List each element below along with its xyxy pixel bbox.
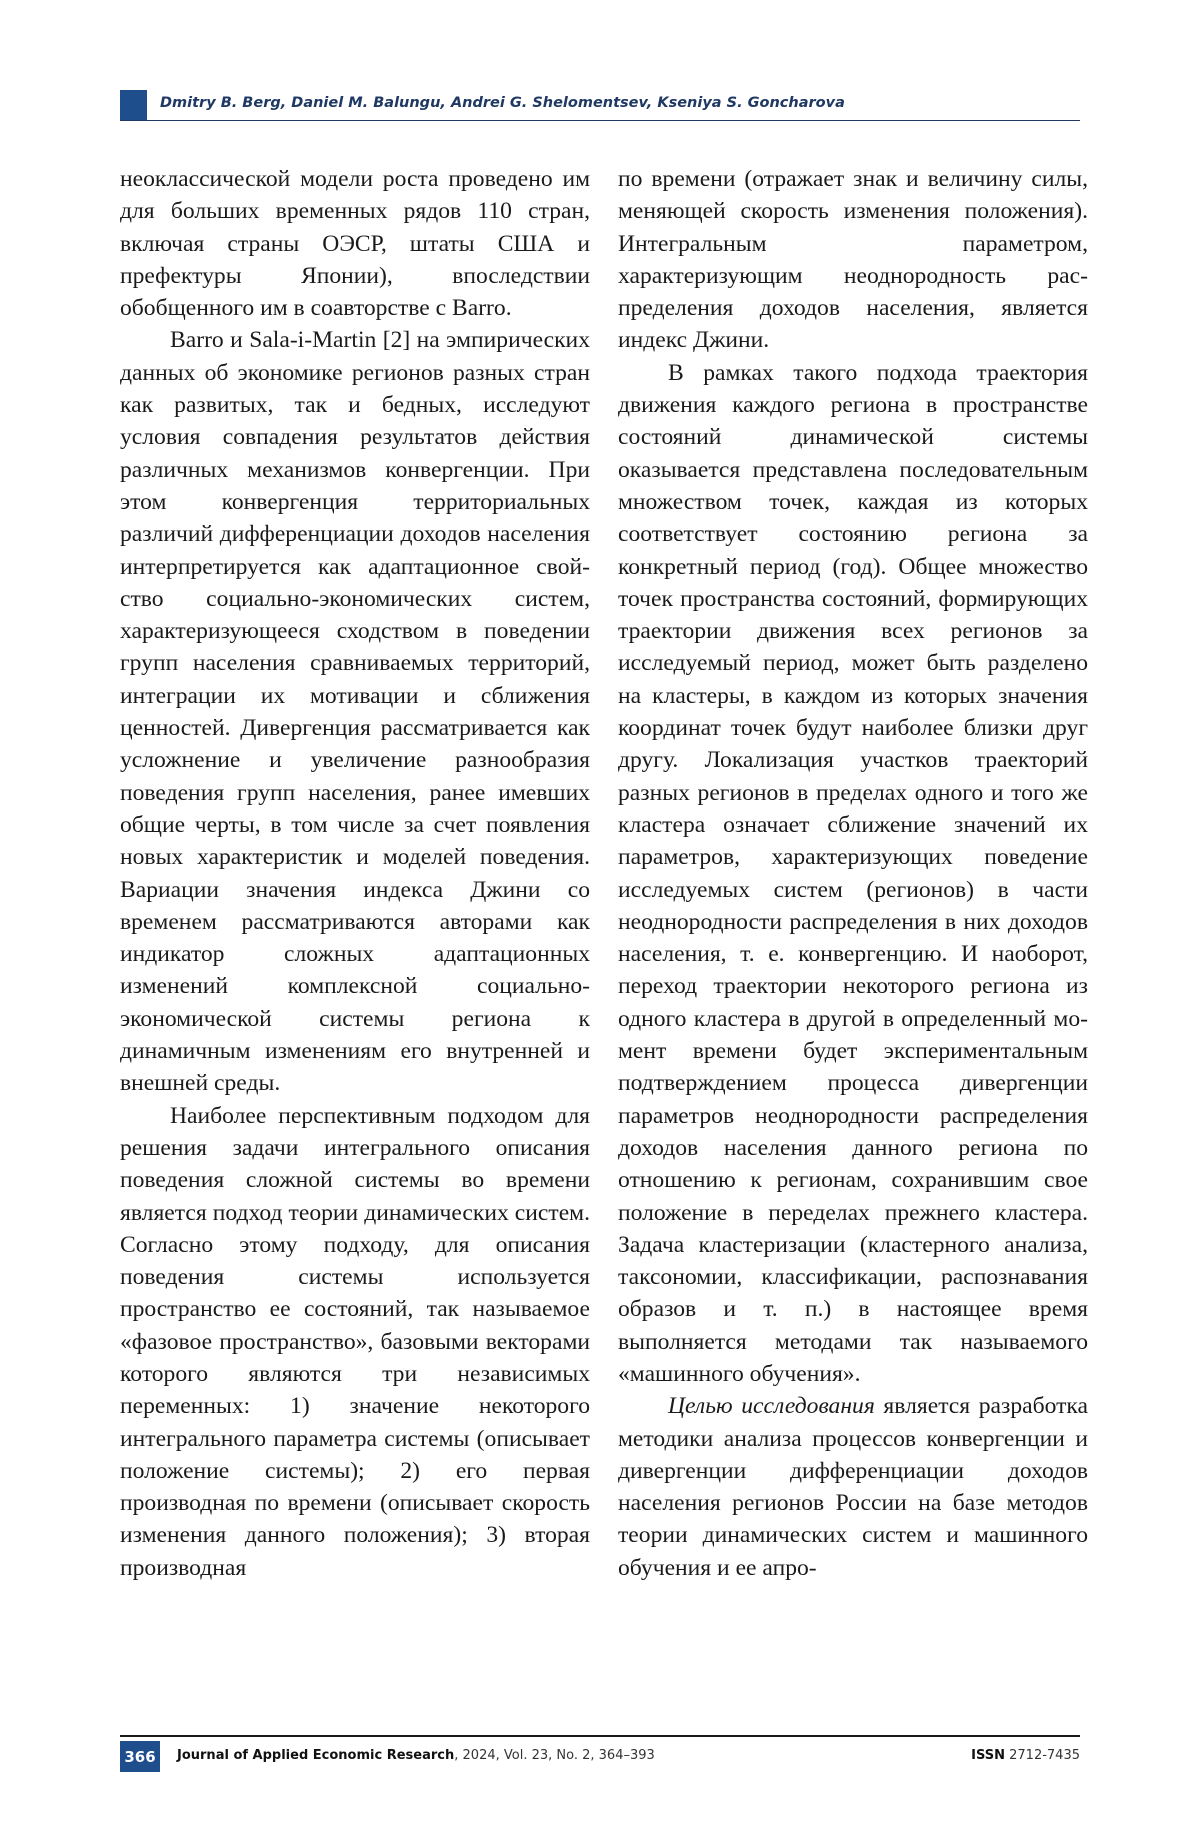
left-paragraph-2: Barro и Sala-i-Martin [2] на эмпирических данных об экономике регионов разных стран как развитых, так и бедных, исследуют условия совпадения результатов действия различных механизмов конвергенции. При этом конвергенция территориальных различий дифференциации доходов населения интерпретируется как адаптационное свойство социально-экономических систем, характеризующееся сходством в поведении групп населения сравниваемых территорий, интеграции их мотивации и сближения ценностей. Дивергенция рассматривается как усложнение и увеличение разнообразия поведения групп населения, ранее имевших общие черты, в том числе за счет появления новых характеристик и моделей поведения. Вариации значения индекса Джини со временем рассматриваются авторами как индикатор сложных адаптационных изменений комплексной социально-экономической системы региона к динамичным изменениям его внутренней и внешней среды.: [120, 327, 590, 1097]
left-text-column: [120, 163, 590, 1584]
research-goal-emphasis: Целью исследования: [668, 1393, 875, 1420]
header-color-mark: [120, 90, 147, 120]
right-paragraph-3: [618, 1390, 1088, 1584]
issn-label: ISSN: [971, 1748, 1005, 1763]
issn-number: 2712-7435: [1005, 1748, 1080, 1763]
right-paragraph-2: В рамках такого подхода траектория движения каждого региона в пространстве состояний динамической системы оказывается представлена последовательным множеством точек, каждая из которых соответствует состоянию региона за конкретный период (год). Общее множество точек пространства состояний, формирующих траектории движения всех регионов за исследуемый период, может быть разделено на кластеры, в каждом из которых значения координат точек будут наиболее близки друг другу. Локализация участков траекторий разных регионов в пределах одного и того же кластера означает сближение значений их параметров, характеризующих поведение исследуемых систем (регионов) в части неоднородности распределения в них доходов населения, т. е. конвергенцию. И наоборот, переход траектории некоторого региона из одного кластера в другой в определенный момент времени будет экспериментальным подтверждением процесса дивергенции параметров неоднородности распределения доходов населения данного региона по отношению к регионам, сохранившим свое положение в переделах прежнего кластера. Задача кластеризации (кластерного анализа, таксономии, классификации, распознавания образов и т. п.) в настоящее время выполняется методами так называемого «машинного обучения».: [618, 359, 1088, 1387]
left-paragraph-1: неоклассической модели роста проведено им для больших временных рядов 110 стран, включая страны ОЭСР, штаты США и префектуры Японии), впоследствии обобщенного им в соавторстве с Barro.: [120, 166, 590, 322]
journal-details: , 2024, Vol. 23, No. 2, 364–393: [454, 1748, 655, 1763]
issn: [971, 1748, 1080, 1763]
running-header: [120, 90, 1080, 121]
journal-citation: [177, 1748, 655, 1763]
right-paragraph-3-text: является разработка методики анализа процессов конвергенции и дивергенции дифференциации доходов населения регионов России на базе методов теории динамических систем и машинного обучения и ее апро-: [618, 1393, 1088, 1581]
header-authors: Dmitry B. Berg, Daniel M. Balungu, Andrei G. Shelomentsev, Kseniya S. Goncharova: [160, 95, 845, 111]
right-paragraph-1: по времени (отражает знак и величину силы, меняющей скорость изменения положения). Интегральным параметром, характеризующим неоднородность распределения доходов населения, является индекс Джини.: [618, 166, 1088, 354]
right-text-column: [618, 163, 1088, 1584]
left-paragraph-3: Наиболее перспективным подходом для решения задачи интегрального описания поведения сложной системы во времени является подход теории динамических систем. Согласно этому подходу, для описания поведения системы используется пространство ее состояний, так называемое «фазовое пространство», базовыми векторами которого являются три независимых переменных: 1) значение некоторого интегрального параметра системы (описывает положение системы); 2) его первая производная по времени (описывает скорость изменения данного положения); 3) вторая производная: [120, 1102, 590, 1581]
journal-name: Journal of Applied Economic Research: [177, 1748, 455, 1763]
page-number: 366: [120, 1741, 160, 1772]
page-footer: [120, 1735, 1080, 1773]
